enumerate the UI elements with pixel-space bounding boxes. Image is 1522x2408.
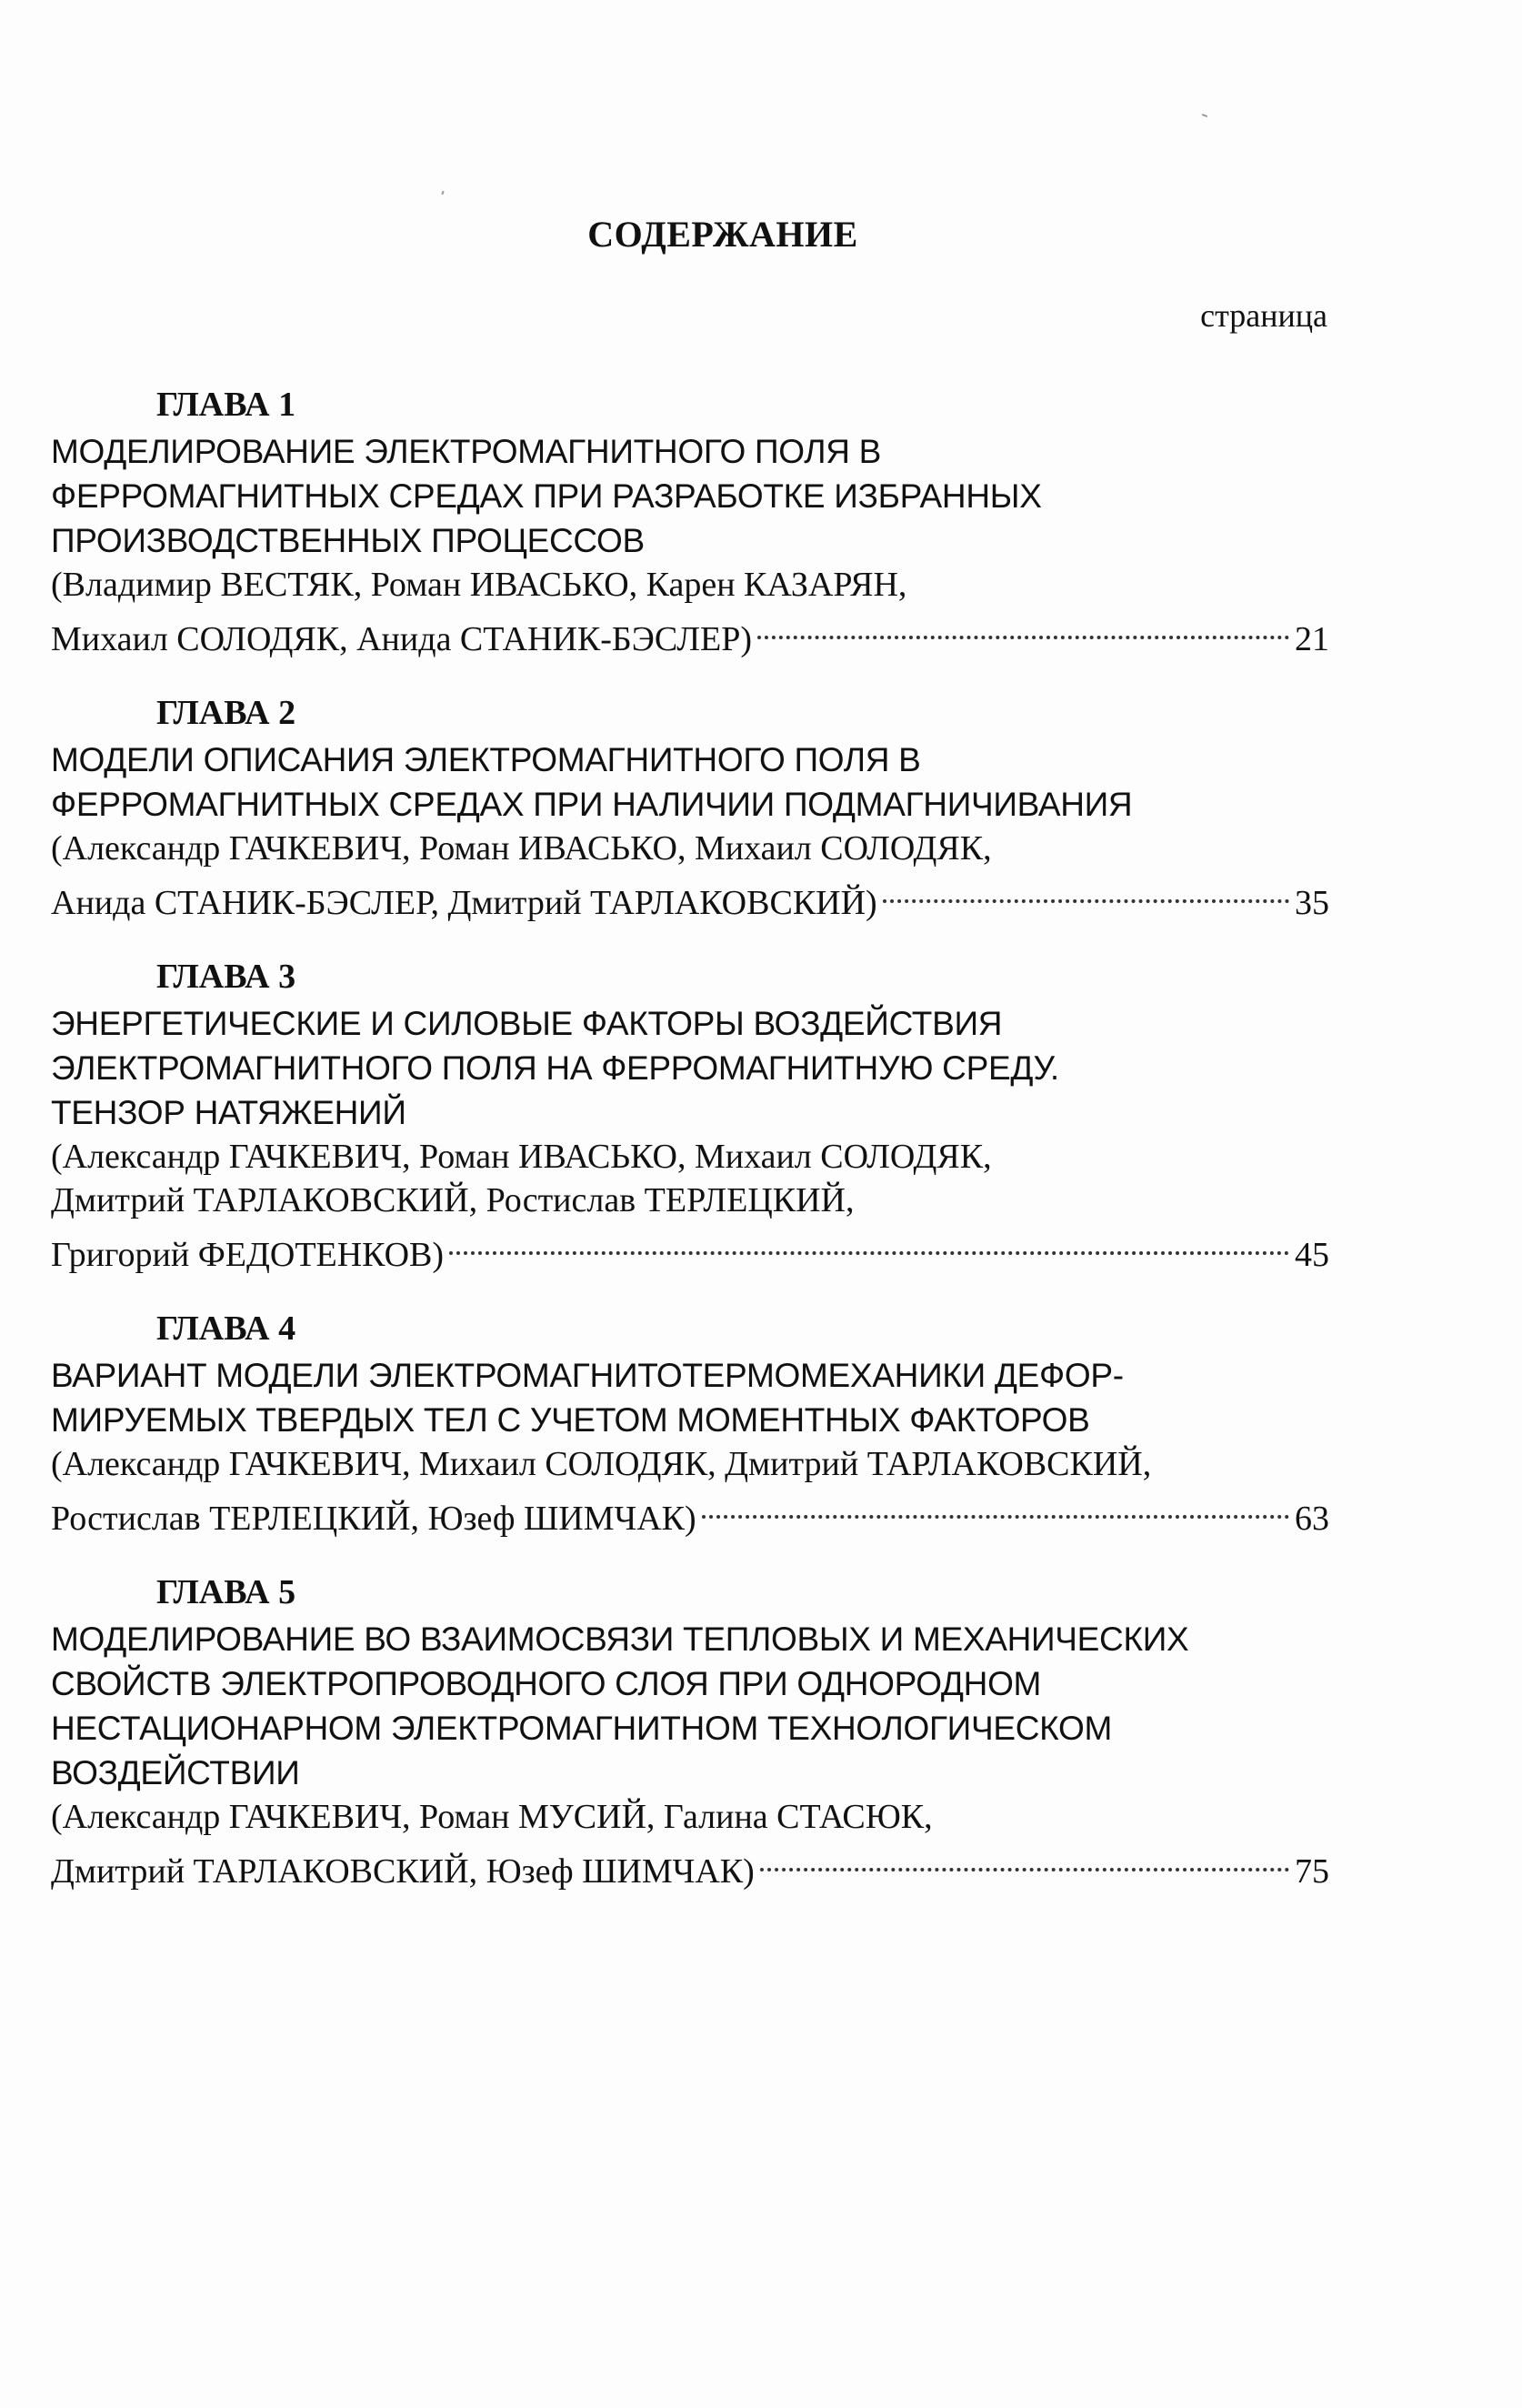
chapter-title-line: ПРОИЗВОДСТВЕННЫХ ПРОЦЕССОВ	[51, 522, 645, 559]
scan-speck	[1202, 114, 1207, 117]
toc-entry	[51, 954, 1329, 1277]
chapter-title-line: МОДЕЛИРОВАНИЕ ЭЛЕКТРОМАГНИТНОГО ПОЛЯ В	[51, 433, 882, 470]
dot-leader	[883, 870, 1289, 914]
chapter-label: ГЛАВА 2	[156, 694, 296, 732]
chapter-title-line: ФЕРРОМАГНИТНЫХ СРЕДАХ ПРИ РАЗРАБОТКЕ ИЗБРАННЫХ	[51, 477, 1042, 515]
scan-speck	[441, 191, 444, 195]
author-leader-line	[51, 1222, 1329, 1277]
author-line: Анида СТАНИК-БЭСЛЕР, Дмитрий ТАРЛАКОВСКИЙ)	[51, 884, 877, 922]
chapter-title-line: ВАРИАНТ МОДЕЛИ ЭЛЕКТРОМАГНИТОТЕРМОМЕХАНИКИ ДЕФОР-	[51, 1357, 1124, 1394]
author-leader-line	[51, 607, 1329, 661]
page-number: 35	[1295, 884, 1329, 922]
dot-leader	[449, 1222, 1289, 1266]
dot-leader	[757, 607, 1289, 650]
page-number: 75	[1295, 1852, 1329, 1891]
chapter-title-line: МИРУЕМЫХ ТВЕРДЫХ ТЕЛ С УЧЕТОМ МОМЕНТНЫХ ФАКТОРОВ	[51, 1401, 1090, 1439]
author-line: (Александр ГАЧКЕВИЧ, Роман ИВАСЬКО, Михаил СОЛОДЯК,	[51, 829, 992, 868]
dot-leader	[760, 1839, 1289, 1882]
author-line: Григорий ФЕДОТЕНКОВ)	[51, 1236, 445, 1274]
dot-leader	[702, 1486, 1289, 1530]
chapter-title-line: МОДЕЛИРОВАНИЕ ВО ВЗАИМОСВЯЗИ ТЕПЛОВЫХ И МЕХАНИЧЕСКИХ	[51, 1620, 1189, 1658]
page-number: 21	[1295, 620, 1329, 658]
toc-entry	[51, 382, 1329, 661]
chapter-title-line: НЕСТАЦИОНАРНОМ ЭЛЕКТРОМАГНИТНОМ ТЕХНОЛОГИЧЕСКОМ	[51, 1710, 1112, 1747]
chapter-label: ГЛАВА 3	[156, 958, 296, 996]
chapter-title-line: ЭЛЕКТРОМАГНИТНОГО ПОЛЯ НА ФЕРРОМАГНИТНУЮ СРЕДУ.	[51, 1049, 1059, 1087]
author-line: (Александр ГАЧКЕВИЧ, Роман ИВАСЬКО, Михаил СОЛОДЯК,	[51, 1138, 992, 1176]
chapter-label: ГЛАВА 5	[156, 1573, 296, 1611]
author-leader-line	[51, 870, 1329, 925]
author-leader-line	[51, 1839, 1329, 1893]
chapter-title-line: ФЕРРОМАГНИТНЫХ СРЕДАХ ПРИ НАЛИЧИИ ПОДМАГНИЧИВАНИЯ	[51, 786, 1133, 823]
author-line: Дмитрий ТАРЛАКОВСКИЙ, Юзеф ШИМЧАК)	[51, 1852, 755, 1891]
toc-entry	[51, 690, 1329, 925]
chapter-title-line: СВОЙСТВ ЭЛЕКТРОПРОВОДНОГО СЛОЯ ПРИ ОДНОРОДНОМ	[51, 1665, 1042, 1702]
author-line: (Александр ГАЧКЕВИЧ, Роман МУСИЙ, Галина СТАСЮК,	[51, 1798, 933, 1836]
chapter-title-line: МОДЕЛИ ОПИСАНИЯ ЭЛЕКТРОМАГНИТНОГО ПОЛЯ В	[51, 741, 921, 778]
chapter-title-line: ЭНЕРГЕТИЧЕСКИЕ И СИЛОВЫЕ ФАКТОРЫ ВОЗДЕЙСТВИЯ	[51, 1005, 1003, 1042]
author-line: (Владимир ВЕСТЯК, Роман ИВАСЬКО, Карен КАЗАРЯН,	[51, 566, 907, 604]
author-line: Ростислав ТЕРЛЕЦКИЙ, Юзеф ШИМЧАК)	[51, 1500, 696, 1538]
author-line: (Александр ГАЧКЕВИЧ, Михаил СОЛОДЯК, Дмитрий ТАРЛАКОВСКИЙ,	[51, 1445, 1152, 1483]
page-number: 63	[1295, 1500, 1329, 1538]
chapter-title-line: ТЕНЗОР НАТЯЖЕНИЙ	[51, 1094, 406, 1131]
toc-entry	[51, 1570, 1329, 1893]
chapter-title-line: ВОЗДЕЙСТВИИ	[51, 1754, 300, 1791]
author-line: Михаил СОЛОДЯК, Анида СТАНИК-БЭСЛЕР)	[51, 620, 753, 658]
page-column-label: страница	[1200, 297, 1327, 334]
author-leader-line	[51, 1486, 1329, 1540]
toc-title: СОДЕРЖАНИЕ	[587, 214, 858, 255]
toc-entries	[51, 382, 1329, 1922]
chapter-label: ГЛАВА 1	[156, 386, 296, 424]
page-number: 45	[1295, 1236, 1329, 1274]
toc-entry	[51, 1306, 1329, 1540]
author-line: Дмитрий ТАРЛАКОВСКИЙ, Ростислав ТЕРЛЕЦКИЙ,	[51, 1181, 855, 1219]
chapter-label: ГЛАВА 4	[156, 1309, 296, 1348]
